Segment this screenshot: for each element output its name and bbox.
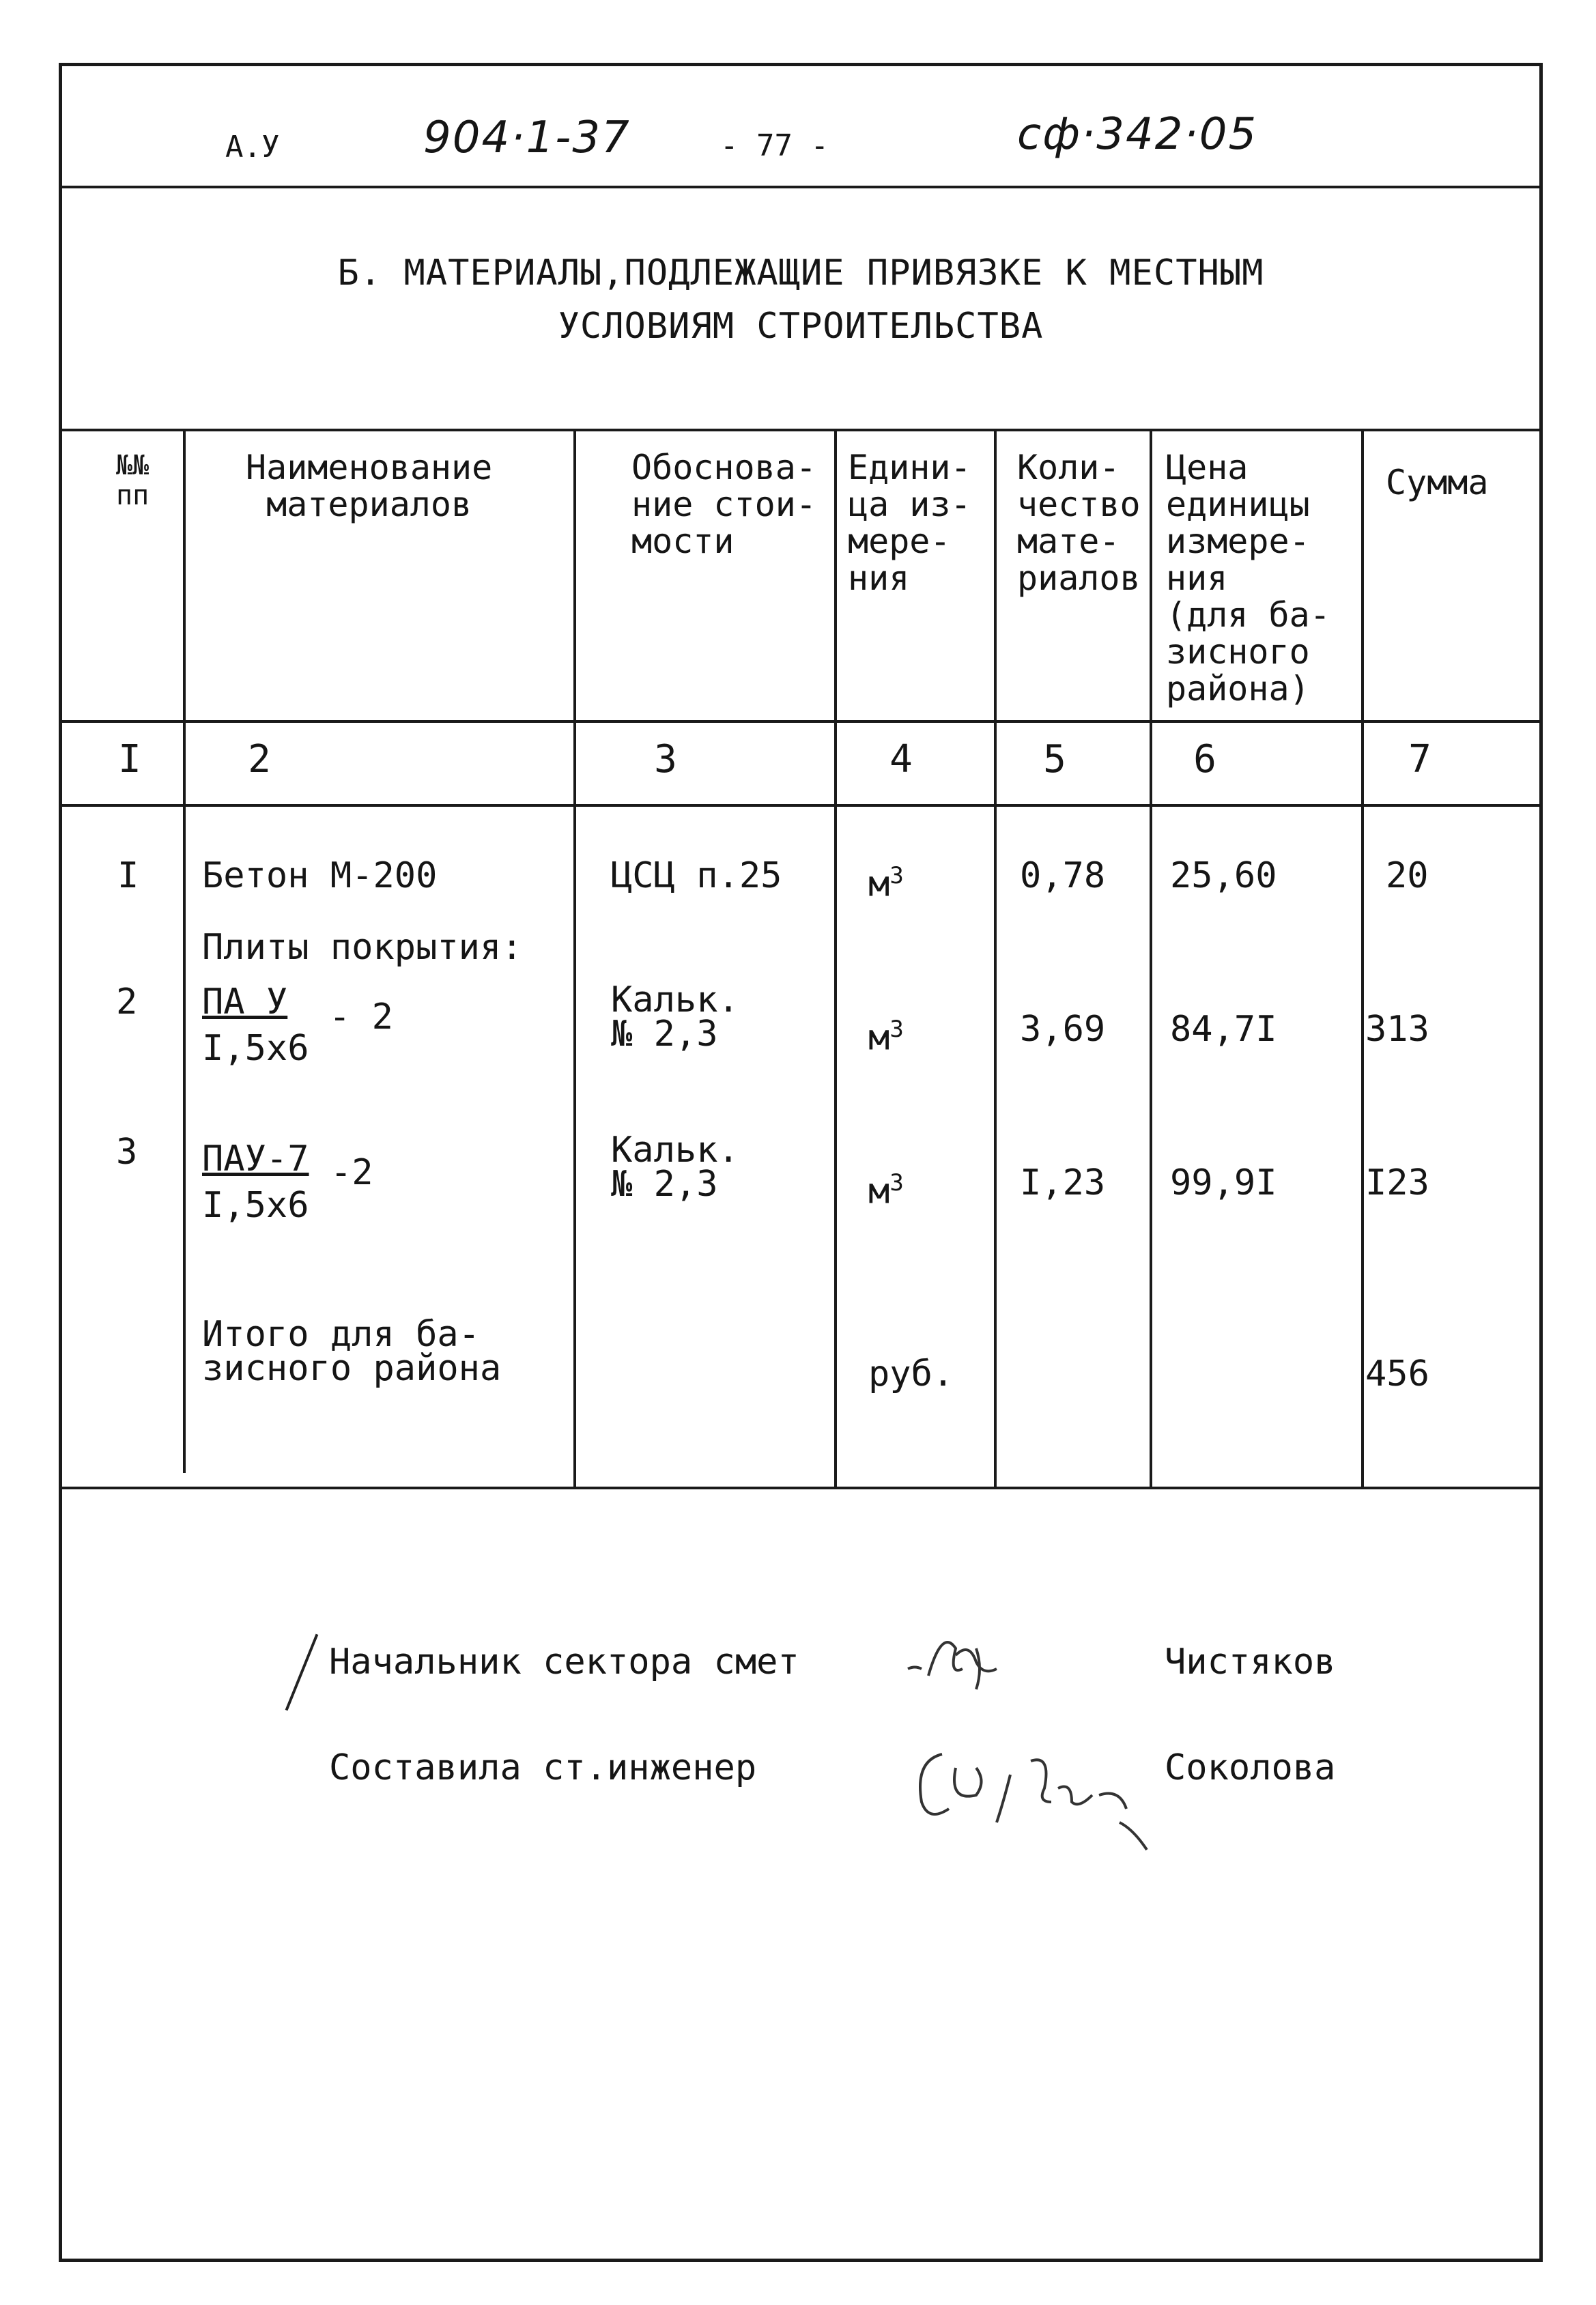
total-sum: 456: [1365, 1354, 1429, 1394]
col-header-quantity: Коли- чество мате- риалов: [1017, 448, 1141, 598]
row1-unit: [868, 857, 904, 903]
row1-unit-base: м: [868, 863, 890, 905]
col-divider-3: [834, 429, 837, 1487]
row2-basis: Кальк. № 2,3: [611, 979, 739, 1055]
row2-name-denominator: I,5x6: [202, 1028, 309, 1069]
col-divider-4: [994, 429, 997, 1487]
col-divider-1: [183, 429, 186, 1473]
row2-qty: 3,69: [1020, 1009, 1106, 1050]
col-number-4: 4: [889, 737, 913, 782]
row3-sum: I23: [1365, 1162, 1429, 1203]
table-bottom-border: [59, 1487, 1543, 1489]
col-header-price: Цена единицы измере- ния (для ба- зисного района): [1166, 448, 1330, 708]
row1-number: I: [117, 855, 139, 896]
header-doc-number: 904·1-37: [423, 113, 631, 163]
col-number-2: 2: [248, 737, 271, 782]
row3-unit-sup: 3: [889, 1169, 904, 1197]
row3-basis: Кальк. № 2,3: [611, 1130, 739, 1205]
row2-unit-sup: 3: [889, 1016, 904, 1043]
signature-role-2: Составила ст.инженер: [329, 1747, 757, 1788]
signature-name-1: Чистяков: [1165, 1642, 1336, 1683]
section-title-line2: УСЛОВИЯМ СТРОИТЕЛЬСТВА: [558, 306, 1044, 347]
col-number-7: 7: [1408, 737, 1431, 782]
handwritten-signature-1: [894, 1621, 1044, 1710]
col-number-3: 3: [654, 737, 677, 782]
row3-name-denominator: I,5x6: [202, 1185, 309, 1226]
row3-unit-base: м: [868, 1171, 890, 1212]
col-number-5: 5: [1043, 737, 1066, 782]
col-divider-2: [573, 429, 576, 1487]
col-header-unit: Едини- ца из- мере- ния: [848, 448, 971, 598]
row1-price: 25,60: [1170, 855, 1277, 896]
header-divider: [59, 186, 1543, 188]
row3-price: 99,9I: [1170, 1162, 1277, 1203]
row2-unit: [868, 1010, 904, 1057]
group-label-slabs: Плиты покрытия:: [202, 927, 523, 968]
header-code-left: А.У: [225, 130, 280, 164]
row3-unit: [868, 1164, 904, 1210]
signature-role-1: Начальник сектора смет: [329, 1642, 799, 1683]
row2-name-numerator: ПА У: [202, 982, 288, 1022]
col-header-number: №№ пп: [116, 450, 149, 511]
row1-sum: 20: [1386, 855, 1429, 896]
row2-unit-base: м: [868, 1017, 890, 1059]
col-header-sum: Сумма: [1386, 463, 1489, 502]
section-title-line1: Б. МАТЕРИАЛЫ,ПОДЛЕЖАЩИЕ ПРИВЯЗКЕ К МЕСТНЫМ: [337, 253, 1264, 294]
handwritten-signature-2: [901, 1727, 1188, 1863]
col-header-name: Наименование материалов: [246, 448, 493, 524]
row3-name-numerator: ПАУ-7: [202, 1139, 309, 1179]
header-page-number: - 77 -: [720, 128, 829, 163]
table-header-divider: [59, 720, 1543, 723]
header-sheet-code: сф·342·05: [1017, 109, 1258, 160]
row2-price: 84,7I: [1170, 1009, 1277, 1050]
row3-number: 3: [116, 1132, 138, 1173]
table-numbers-divider: [59, 804, 1543, 807]
row3-qty: I,23: [1020, 1162, 1106, 1203]
row1-qty: 0,78: [1020, 855, 1106, 896]
total-unit: руб.: [868, 1354, 954, 1394]
col-number-6: 6: [1193, 737, 1216, 782]
row1-name: Бетон М-200: [202, 855, 438, 896]
row1-basis: ЦСЦ п.25: [611, 855, 782, 896]
col-divider-6: [1361, 429, 1364, 1487]
col-header-basis: Обоснова- ние стои- мости: [631, 448, 816, 561]
signature-name-2: Соколова: [1165, 1747, 1336, 1788]
row1-unit-sup: 3: [889, 862, 904, 889]
table-top-border: [59, 429, 1543, 431]
row2-number: 2: [116, 982, 138, 1022]
row3-name-suffix: -2: [330, 1152, 373, 1193]
total-label: Итого для ба- зисного района: [202, 1314, 502, 1389]
col-divider-5: [1150, 429, 1152, 1487]
row2-sum: 313: [1365, 1009, 1429, 1050]
col-number-1: I: [118, 737, 141, 782]
row2-name-suffix: - 2: [329, 997, 393, 1037]
